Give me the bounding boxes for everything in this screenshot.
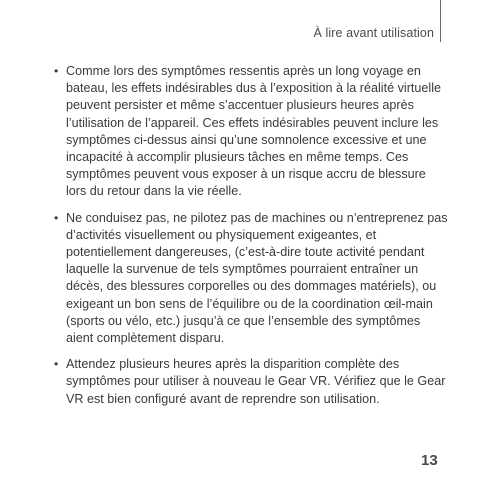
list-item bbox=[44, 356, 449, 408]
list-item bbox=[44, 210, 449, 348]
bullet-icon: • bbox=[54, 210, 59, 225]
section-header: À lire avant utilisation bbox=[313, 26, 434, 40]
bullet-list bbox=[44, 63, 449, 417]
list-item-text: Comme lors des symptômes ressentis après un long voyage en bateau, les effets indésirables dus à l’exposition à la réalité virtuelle peuvent persister et même s’accentuer plusieurs heures après l’utilisation de l’appareil. Ces effets indésirables peuvent inclure les symptômes ci-dessus ainsi qu’une somnolence excessive et une incapacité à accomplir plusieurs tâches en même temps. Ces symptômes peuvent vous exposer à un risque accru de blessure lors du retour dans la vie réelle. bbox=[66, 64, 442, 199]
bullet-icon: • bbox=[54, 357, 59, 372]
list-item-text: Ne conduisez pas, ne pilotez pas de machines ou n’entreprenez pas d’activités visuellement ou physiquement exigeantes, et potentiellement dangereuses, (c’est-à-dire toute activité pendant laquelle la survenue de tels symptômes pourraient entraîner un décès, des blessures corporelles ou des dommages matériels), ou exigeant un bon sens de l’équilibre ou de la coordination œil-main (sports ou vélo, etc.) jusqu’à ce que l’ensemble des symptômes aient complètement disparu. bbox=[66, 210, 448, 346]
page-number: 13 bbox=[421, 452, 438, 469]
header-divider bbox=[440, 0, 441, 42]
list-item bbox=[44, 63, 449, 201]
bullet-icon: • bbox=[54, 64, 59, 78]
list-item-text: Attendez plusieurs heures après la disparition complète des symptômes pour utiliser à nouveau le Gear VR. Vérifiez que le Gear VR est bien configuré avant de reprendre son utilisation. bbox=[66, 357, 446, 406]
